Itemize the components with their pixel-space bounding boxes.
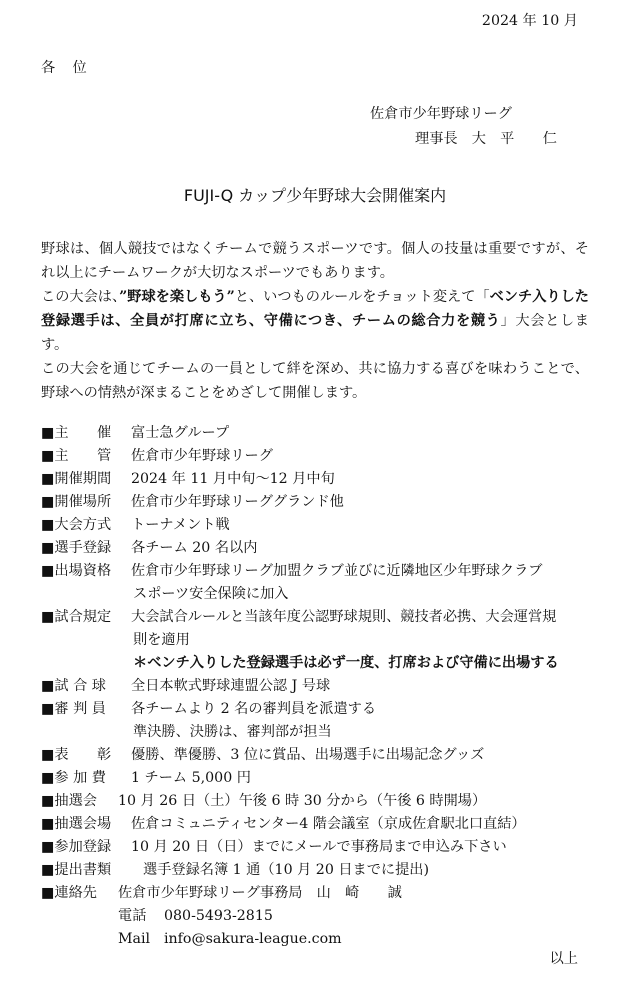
detail-value: 1 チーム 5,000 円 — [131, 770, 251, 786]
detail-label: ■主 催 — [41, 425, 112, 441]
p2-emphasis-rule: ベンチ入りした登録選手は、全員が打席に立ち、守備につき、チームの総合力を競う — [41, 289, 589, 329]
detail-awards — [41, 744, 484, 767]
detail-registration — [41, 537, 257, 560]
detail-label: ■出場資格 — [41, 563, 112, 579]
detail-venue — [41, 491, 344, 514]
detail-fee — [41, 767, 251, 790]
contact-mail-label: Mail — [118, 931, 151, 947]
detail-label: ■審 判 員 — [41, 701, 106, 717]
contact-phone-label: 電話 — [118, 908, 147, 924]
p2-emphasis-slogan: ”野球を楽しもう” — [119, 289, 235, 305]
detail-rules-note: ＊ベンチ入りした登録選手は必ず一度、打席および守備に出場する — [133, 655, 559, 671]
detail-label: ■連絡先 — [41, 885, 97, 901]
detail-label: ■大会方式 — [41, 517, 112, 533]
detail-value: 富士急グループ — [131, 425, 230, 441]
detail-value: 10 月 20 日（日）までにメールで事務局まで申込み下さい — [131, 839, 507, 855]
body-paragraph-1: 野球は、個人競技ではなくチームで競うスポーツです。個人の技量は重要ですが、それ以上にチームワークが大切なスポーツでもあります。 — [41, 241, 589, 281]
detail-label: ■選手登録 — [41, 540, 112, 556]
detail-value: 佐倉コミュニティセンター4 階会議室（京成佐倉駅北口直結） — [131, 816, 526, 832]
detail-label: ■参加登録 — [41, 839, 112, 855]
body-paragraph-3: この大会を通じてチームの一員として絆を深め、共に協力する喜びを味わうことで、野球への情熱が深まることをめざして開催します。 — [41, 361, 589, 401]
detail-period — [41, 468, 335, 491]
contact-phone-value: 080-5493-2815 — [164, 908, 273, 924]
detail-rules-line2: 則を適用 — [133, 632, 190, 648]
sender-organization: 佐倉市少年野球リーグ — [370, 106, 512, 122]
detail-label: ■試合規定 — [41, 609, 112, 625]
detail-value: 各チームより 2 名の審判員を派遣する — [131, 701, 377, 717]
detail-label: ■抽選会場 — [41, 816, 112, 832]
contact-mail-value: info@sakura-league.com — [164, 931, 342, 947]
p2-part-e: 」大会とします。 — [41, 313, 589, 353]
detail-eligibility-line2: スポーツ安全保険に加入 — [133, 586, 289, 602]
detail-draw-venue — [41, 813, 526, 836]
detail-value: 佐倉市少年野球リーグ加盟クラブ並びに近隣地区少年野球クラブ — [131, 563, 543, 579]
detail-format — [41, 514, 230, 537]
detail-organizer — [41, 445, 273, 468]
body-paragraph-2 — [41, 285, 589, 357]
detail-value: 佐倉市少年野球リーグ事務局 山 崎 誠 — [118, 885, 402, 901]
detail-value: 10 月 26 日（土）午後 6 時 30 分から（午後 6 時開場） — [118, 793, 487, 809]
detail-value: 2024 年 11 月中旬〜12 月中旬 — [131, 471, 335, 487]
detail-umpires-line2: 準決勝、決勝は、審判部が担当 — [133, 724, 332, 740]
detail-value: 佐倉市少年野球リーグ — [131, 448, 273, 464]
detail-label: ■抽選会 — [41, 793, 97, 809]
detail-label: ■試 合 球 — [41, 678, 106, 694]
p2-part-c: と、いつものルールをチョット変えて「 — [234, 289, 490, 305]
detail-label: ■表 彰 — [41, 747, 112, 763]
detail-draw — [41, 790, 486, 813]
p2-part-a: この大会は、 — [41, 289, 120, 305]
contact-mail — [118, 928, 342, 951]
detail-value: 選手登録名簿 1 通（10 月 20 日までに提出) — [143, 862, 430, 878]
detail-label: ■主 管 — [41, 448, 112, 464]
closing: 以上 — [549, 951, 578, 967]
detail-contact — [41, 882, 402, 905]
body-text — [41, 237, 589, 405]
document-date: 2024 年 10 月 — [481, 13, 578, 29]
detail-value: トーナメント戦 — [131, 517, 230, 533]
detail-label: ■参 加 費 — [41, 770, 106, 786]
detail-label: ■開催場所 — [41, 494, 112, 510]
addressee: 各 位 — [41, 60, 94, 76]
sender-chair: 理事長 大 平 仁 — [415, 131, 557, 147]
detail-entry — [41, 836, 507, 859]
detail-value: 佐倉市少年野球リーググランド他 — [131, 494, 344, 510]
detail-rules — [41, 606, 556, 629]
detail-value: 優勝、準優勝、3 位に賞品、出場選手に出場記念グッズ — [131, 747, 485, 763]
detail-value: 各チーム 20 名以内 — [131, 540, 258, 556]
detail-value: 大会試合ルールと当該年度公認野球規則、競技者必携、大会運営規 — [131, 609, 557, 625]
detail-label: ■提出書類 — [41, 862, 112, 878]
detail-umpires — [41, 698, 376, 721]
detail-sponsor — [41, 422, 229, 445]
detail-ball — [41, 675, 330, 698]
detail-eligibility — [41, 560, 542, 583]
contact-phone — [118, 905, 273, 928]
document-title: FUJI-Q カップ少年野球大会開催案内 — [183, 186, 447, 205]
detail-label: ■開催期間 — [41, 471, 112, 487]
detail-value: 全日本軟式野球連盟公認 J 号球 — [131, 678, 331, 694]
detail-documents — [41, 859, 429, 882]
